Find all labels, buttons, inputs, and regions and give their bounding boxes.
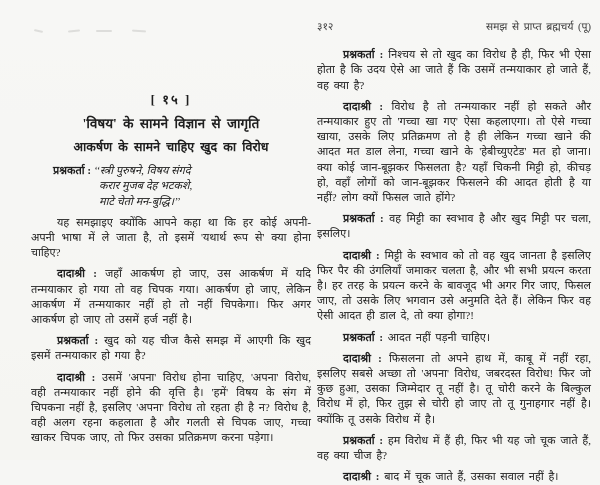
speaker-label: प्रश्नकर्ता :: [343, 49, 384, 62]
opening-verse: [31, 164, 311, 210]
verse-line: माटे चेतो मन-बुद्धि।’’: [99, 195, 181, 208]
paragraph-text: फिसलना तो अपने हाथ में, काबू में नहीं रहा, इसलिए सबसे अच्छा तो 'अपना' विरोध, जबरदस्त विरोध! फिर जो कुछ हुआ, उसका जिम्मेदार तू नहीं है। तू चोरी करने के बिल्कुल विरोध में हो, फिर तुझ से चोरी हो जाए तो तू गुनाहगार नहीं है। क्योंकि तू उसके विरोध में है।: [317, 352, 591, 426]
speaker-label: दादाश्री :: [343, 352, 382, 365]
dialogue-paragraph: [317, 100, 591, 206]
speaker-label: दादाश्री :: [57, 268, 97, 281]
speaker-label: दादाश्री :: [343, 249, 380, 262]
right-page: [317, 0, 592, 484]
paragraph-text: उसमें 'अपना' विरोध होना चाहिए, 'अपना' विरोध, वही तन्मयाकार नहीं होने की वृत्ति है। 'हमें' विषय के संग में चिपकना नहीं है, इसलिए 'अपना' विरोध तो रहता ही है न? विरोध है, वही अलग रहना कहलाता है और गलती से चिपक जाए, गच्चा खाकर चिपक जाए, तो फिर उसका प्रतिक्रमण करना पड़ेगा।: [31, 371, 312, 445]
paragraph-text: बाद में चूक जाते हैं, उसका सवाल नहीं है।: [384, 471, 559, 484]
paragraph-text: आदत नहीं पड़नी चाहिए।: [387, 331, 491, 344]
chapter-title: 'विषय' के सामने विज्ञान से जागृति: [82, 116, 260, 132]
dialogue-paragraph: [31, 267, 311, 328]
speaker-label: दादाश्री :: [343, 471, 380, 484]
page-number: ३१२: [317, 22, 334, 33]
dialogue-paragraph: [31, 216, 311, 262]
paragraph-text: मिट्टी के स्वभाव को तो वह खुद जानता है इसलिए फिर पैर की उंगलियाँ जमाकर चलता है, और भी सभी प्रयत्न करता है। हर तरह के प्रयत्न करने के बावजूद भी अगर गिर जाए, फिसल जाए, तो उसके लिए भगवान उसे अनुमति देते हैं। लेकिन फिर वह ऐसी आदत ही डाल दे, तो क्या होगा?!: [317, 249, 592, 323]
paragraph-text: वह मिट्टी का स्वभाव है और खुद मिट्टी पर चला, इसलिए।: [317, 213, 591, 241]
dialogue-paragraph: [317, 249, 591, 325]
dialogue-paragraph: [317, 470, 591, 485]
verse-line: ‘‘स्त्री पुरुषने, विषय संगदे: [93, 165, 191, 178]
speaker-label: प्रश्नकर्ता :: [343, 434, 384, 447]
running-header: [317, 20, 591, 35]
paragraph-text: जहाँ आकर्षण हो जाए, उस आकर्षण में यदि तन्मयाकार हो गया तो वह चिपक गया। आकर्षण हो जाए, लेकिन आकर्षण में तन्मयाकार नहीं हो तो नहीं चिपकेगा। फिर अगर आकर्षण हो जाए तो उसमें हर्ज नहीं है।: [31, 268, 312, 327]
paragraph-text: यह समझाइए क्योंकि आपने कहा था कि हर कोई अपनी-अपनी भाषा में ले जाता है, तो इसमें 'यथार्थ रूप से' क्या होना चाहिए?: [31, 216, 311, 260]
dialogue-paragraph: [317, 352, 591, 428]
speaker-label: दादाश्री :: [57, 371, 96, 384]
dialogue-paragraph: [317, 331, 591, 346]
dialogue-paragraph: [317, 48, 591, 94]
paragraph-text: विरोध है तो तन्मयाकार नहीं हो सकते और तन्मयाकार हुए तो 'गच्चा खा गए' ऐसा कहलाएगा। तो ऐसे गच्चा खाया, उसके लिए प्रतिक्रमण तो है ही लेकिन गच्चा खाने की आदत मत डाल लेना, गच्चा खाने के 'हेबीच्युएटेड' मत हो जाना। क्या कोई जान-बूझकर फिसलता है? यहाँ चिकनी मिट्टी हो, कीचड़ हो, वहाँ लोगों को जान-बूझकर फिसलने की आदत होती है या नहीं? लोग क्यों फिसल जाते होंगे?: [317, 100, 591, 205]
left-page: [31, 0, 311, 460]
speaker-label: प्रश्नकर्ता :: [343, 213, 384, 226]
chapter-number: [ १५ ]: [150, 92, 192, 107]
paragraph-text: निश्चय से तो खुद का विरोध है ही, फिर भी ऐसा होता है कि उदय ऐसे आ जाते हैं कि उसमें तन्मयाकार हो जाते हैं, वह क्या है?: [317, 49, 591, 92]
speaker-label: दादाश्री :: [343, 100, 384, 113]
verse-line: करार मुजब देह भटकशे,: [99, 180, 193, 193]
dialogue-paragraph: [31, 334, 311, 364]
running-title: समझ से प्राप्त ब्रह्मचर्य (पू): [486, 22, 591, 33]
verse-speaker: प्रश्नकर्ता :: [53, 165, 92, 178]
paragraph-text: हम विरोध में हैं ही, फिर भी यह जो चूक जाते हैं, वह क्या चीज है?: [317, 434, 591, 463]
dialogue-paragraph: [317, 212, 591, 242]
paragraph-text: खुद को यह चीज कैसे समझ में आएगी कि खुद इसमें तन्मयाकार हो गया है?: [31, 335, 311, 363]
speaker-label: प्रश्नकर्ता :: [57, 335, 99, 348]
dialogue-paragraph: [31, 371, 311, 447]
chapter-subtitle: आकर्षण के सामने चाहिए खुद का विरोध: [73, 140, 269, 155]
speaker-label: प्रश्नकर्ता :: [343, 331, 384, 344]
